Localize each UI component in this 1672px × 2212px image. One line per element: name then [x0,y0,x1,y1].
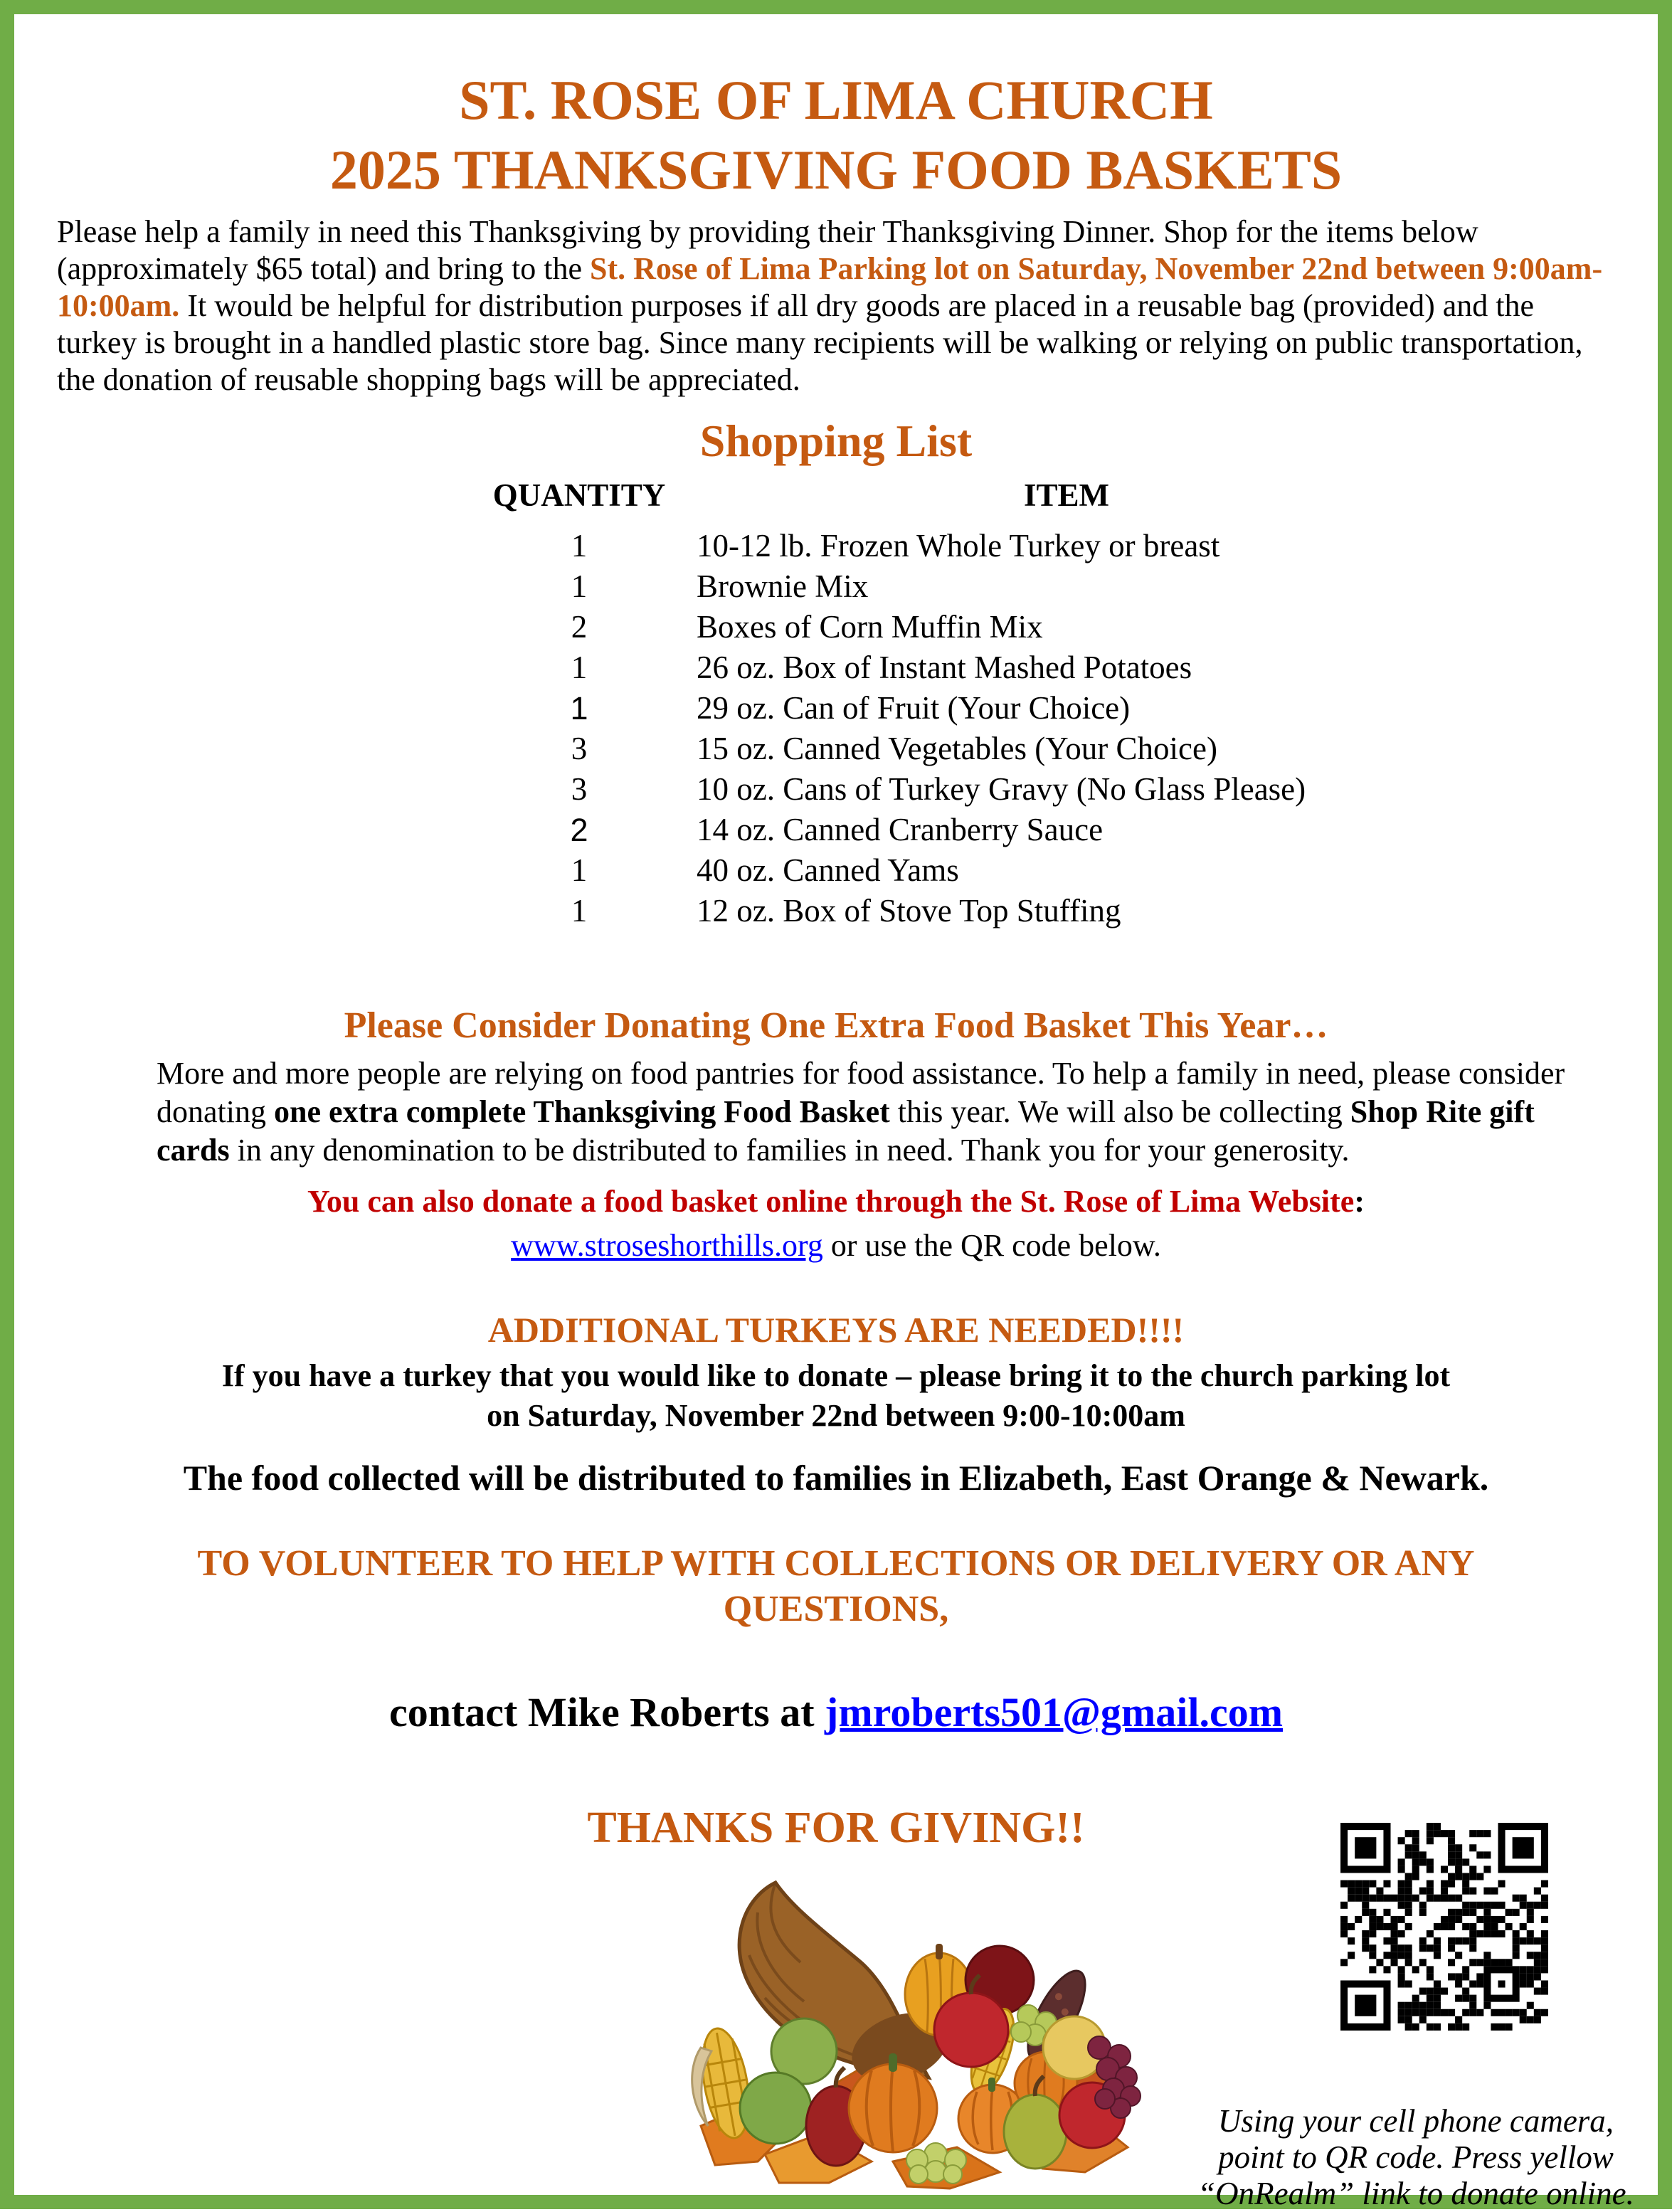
website-link[interactable]: www.stroseshorthills.org [511,1228,823,1263]
qr-caption [1153,2103,1672,2212]
table-row [465,647,1658,688]
quantity-column-header: QUANTITY [492,477,666,513]
cornucopia-image [658,1870,1142,2191]
table-row [465,810,1658,850]
online-donation-text: You can also donate a food basket online through the St. Rose of Lima Website [307,1184,1355,1219]
item-quantity: 1 [571,893,588,928]
contact-email-link[interactable]: jmroberts501@gmail.com [825,1689,1284,1735]
extra-basket-text-1: More and more people are relying on food pantries for food assistance. To help a family in need, please consider donating [157,1056,1565,1129]
turkey-donation-line1: If you have a turkey that you would like to donate – please bring it to the church parking lot [221,1358,1451,1393]
item-quantity: 1 [571,528,588,563]
item-label: 10 oz. Cans of Turkey Gravy (No Glass Please) [697,771,1306,807]
shopping-list-table [465,475,1658,931]
turkey-donation-line2: on Saturday, November 22nd between 9:00-10:00am [487,1398,1185,1433]
item-label: Boxes of Corn Muffin Mix [697,609,1043,645]
shopping-list-title: Shopping List [699,416,973,466]
page-title-line2: 2025 THANKSGIVING FOOD BASKETS [329,139,1343,201]
distribution-statement: The food collected will be distributed to families in Elizabeth, East Orange & Newark. [183,1458,1489,1498]
contact-prefix: contact Mike Roberts at [388,1689,825,1735]
item-label: 12 oz. Box of Stove Top Stuffing [697,893,1121,928]
table-row [465,607,1658,647]
table-row [465,891,1658,931]
online-donation-colon: : [1354,1184,1365,1219]
qr-caption-line3: “OnRealm” link to donate online. [1197,2176,1634,2211]
item-quantity: 3 [571,771,588,807]
item-quantity: 1 [570,690,588,726]
item-label: 29 oz. Can of Fruit (Your Choice) [697,690,1131,726]
thanks-for-giving-heading: THANKS FOR GIVING!! [587,1804,1085,1852]
item-quantity: 1 [571,852,588,888]
extra-basket-bold-1: one extra complete Thanksgiving Food Basket [273,1094,890,1129]
extra-basket-text-2: this year. We will also be collecting [889,1094,1350,1129]
item-label: 40 oz. Canned Yams [697,852,959,888]
item-label: 10-12 lb. Frozen Whole Turkey or breast [697,528,1220,563]
table-row [465,566,1658,607]
qr-caption-line1: Using your cell phone camera, [1217,2103,1614,2139]
intro-text-after: It would be helpful for distribution purposes if all dry goods are placed in a reusable bag (provided) and the turkey is brought in a handled plastic store bag. Since many recipients will be walking or relying on public transportation, the donation of reusable shopping bags will be appreciated. [57,288,1583,397]
additional-turkeys-heading: ADDITIONAL TURKEYS ARE NEEDED!!!! [487,1310,1185,1350]
extra-basket-text-3: in any denomination to be distributed to families in need. Thank you for your generosity. [229,1133,1350,1168]
item-quantity: 2 [571,609,588,645]
item-label: 15 oz. Canned Vegetables (Your Choice) [697,731,1217,766]
qr-caption-line2: point to QR code. Press yellow [1218,2139,1614,2175]
extra-basket-bold-2: Shop Rite gift cards [157,1094,1535,1168]
item-quantity: 1 [571,568,588,604]
cornucopia-graphic [658,1870,1142,2191]
volunteer-heading-line2: QUESTIONS, [723,1589,949,1629]
extra-basket-paragraph [157,1054,1615,1170]
item-label: Brownie Mix [697,568,869,604]
intro-paragraph [57,213,1618,398]
website-line [14,1227,1658,1265]
extra-basket-heading: Please Consider Donating One Extra Food Basket This Year… [344,1005,1328,1046]
intro-text-before: Please help a family in need this Thanksgiving by providing their Thanksgiving Dinner. Shop for the items below (approximately $65 total) and bring to the [57,214,1478,286]
table-row [465,769,1658,810]
table-row [465,526,1658,566]
item-label: 26 oz. Box of Instant Mashed Potatoes [697,650,1192,685]
page-title-line1: ST. ROSE OF LIMA CHURCH [459,69,1213,131]
item-label: 14 oz. Canned Cranberry Sauce [697,812,1104,847]
item-quantity: 3 [571,731,588,766]
intro-highlight: St. Rose of Lima Parking lot on Saturday, November 22nd between 9:00am-10:00am. [57,251,1603,323]
online-donation-line [14,1182,1658,1221]
website-line-suffix: or use the QR code below. [822,1228,1161,1263]
item-quantity: 1 [571,650,588,685]
table-row [465,850,1658,891]
table-row [465,729,1658,769]
contact-line [14,1688,1658,1737]
shopping-list-header-row [465,475,1658,516]
qr-code-image [1335,1817,1554,2036]
page-title [14,65,1658,205]
item-column-header: ITEM [1023,477,1109,513]
volunteer-heading-line1: TO VOLUNTEER TO HELP WITH COLLECTIONS OR DELIVERY OR ANY [197,1543,1475,1584]
table-row [465,688,1658,729]
volunteer-heading [14,1541,1658,1632]
item-quantity: 2 [570,812,588,848]
